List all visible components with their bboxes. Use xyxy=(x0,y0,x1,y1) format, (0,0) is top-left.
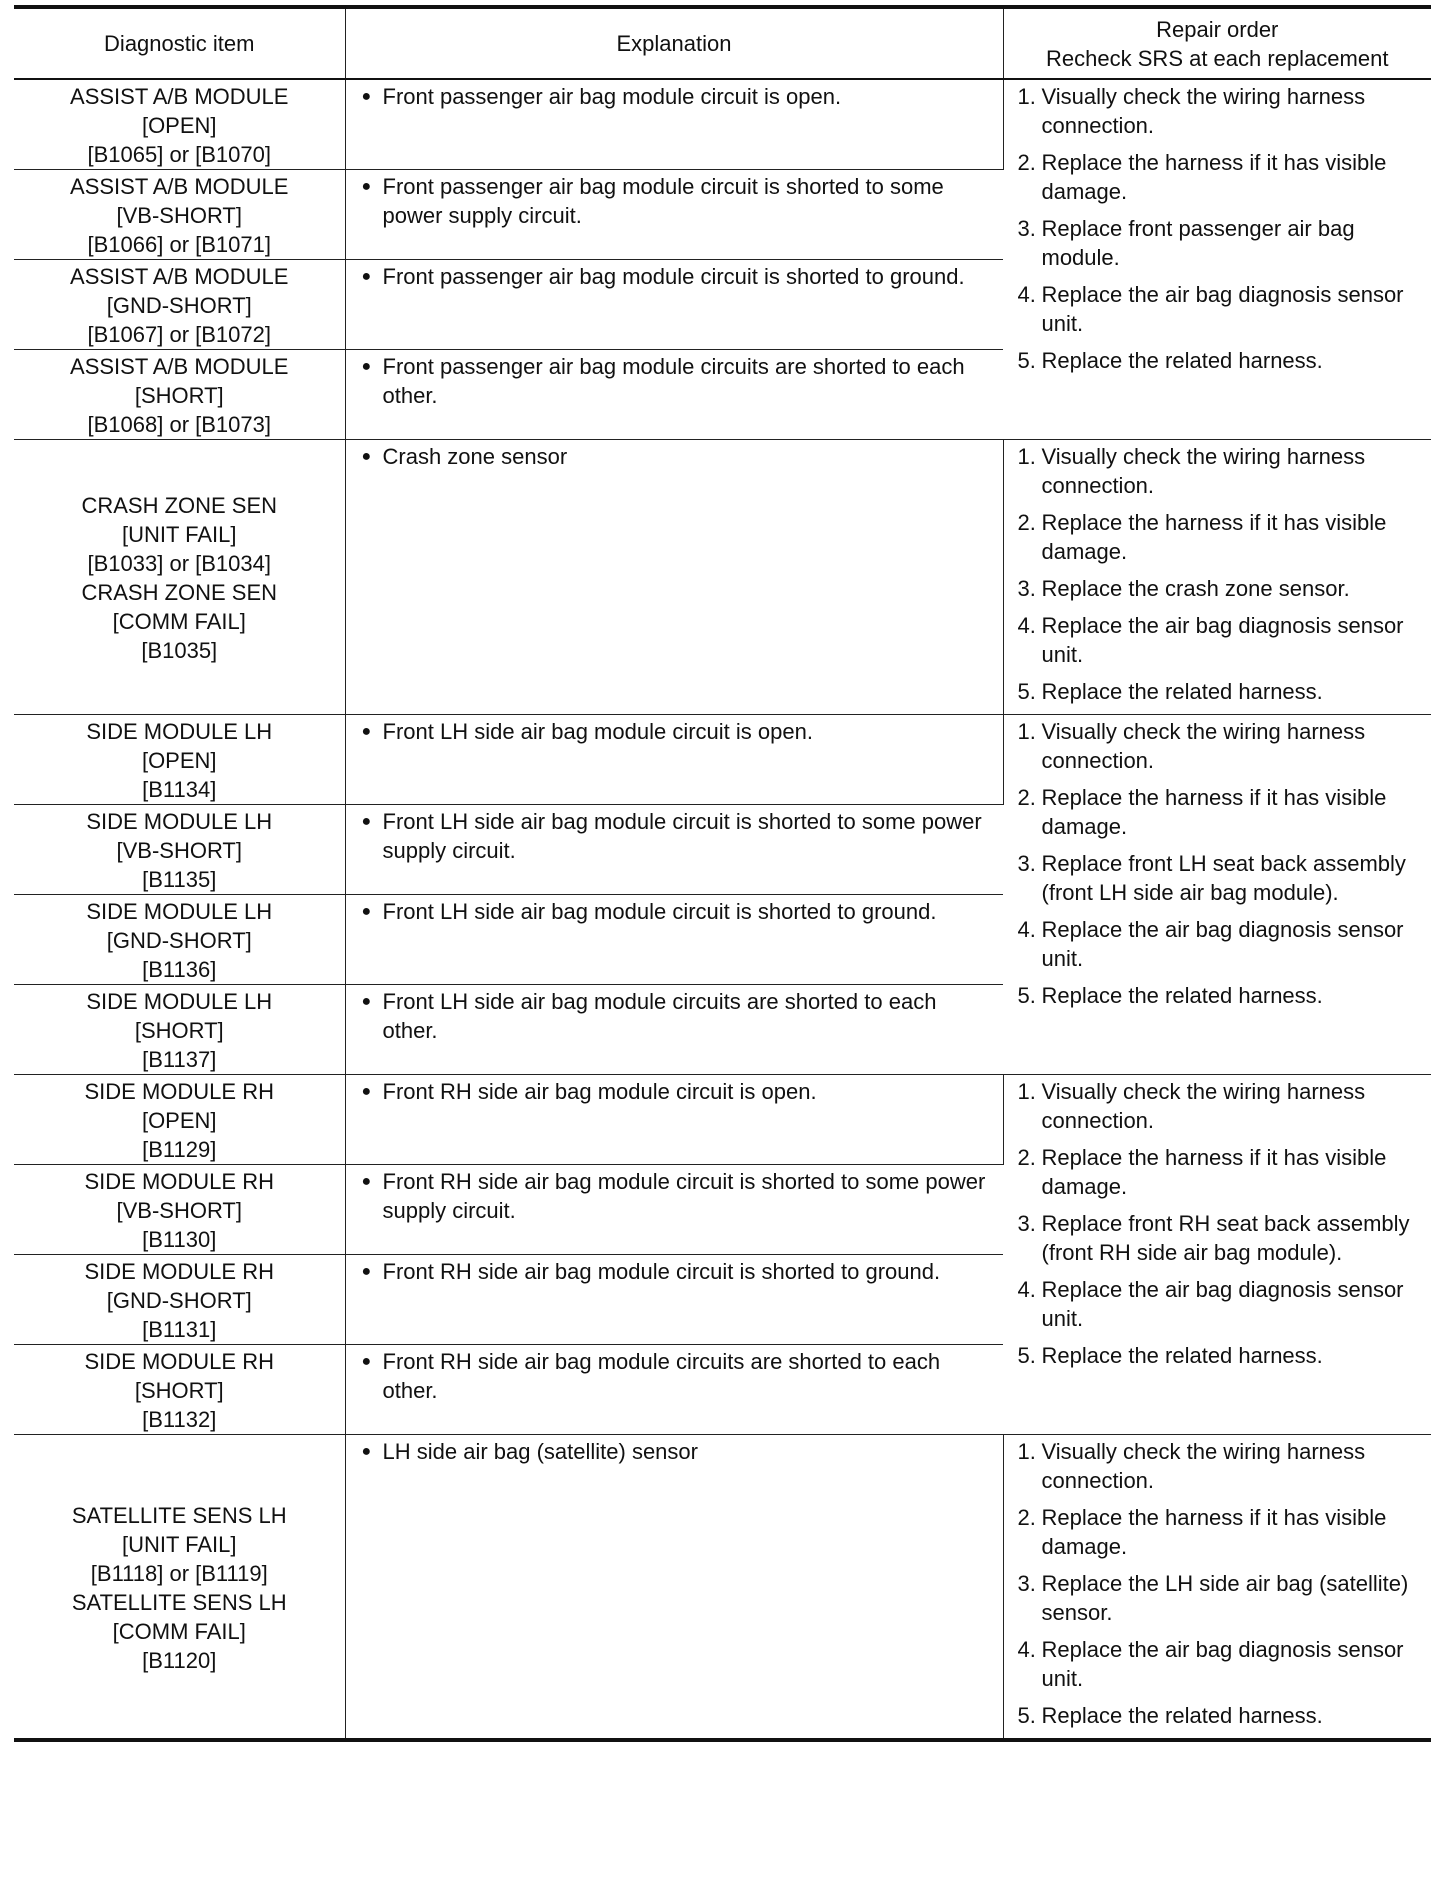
diagnostic-item xyxy=(14,170,345,259)
repair-step-text: Replace the air bag diagnosis sensor unit. xyxy=(1041,1277,1404,1331)
diagnostic-item-line: [B1137] xyxy=(142,1047,217,1072)
repair-step-number: 5. xyxy=(1017,679,1036,704)
repair-order-cell xyxy=(1003,1435,1431,1741)
repair-step xyxy=(1018,574,1422,603)
diagnostic-item-line: [OPEN] xyxy=(141,113,217,138)
bullet-dot-icon: ● xyxy=(361,903,372,920)
diagnostic-item-line: SIDE MODULE LH xyxy=(86,989,273,1014)
repair-step-text: Replace the LH side air bag (satellite) sensor. xyxy=(1041,1571,1409,1625)
explanation-cell xyxy=(345,805,1003,895)
explanation-text: Front passenger air bag module circuit is shorted to some power supply circuit. xyxy=(382,174,944,228)
diagnostic-item xyxy=(14,1255,345,1344)
repair-step xyxy=(1018,783,1422,841)
explanation-cell xyxy=(345,79,1003,170)
explanation-cell xyxy=(345,985,1003,1075)
diagnostic-item xyxy=(14,80,345,169)
diagnostic-item xyxy=(14,715,345,804)
explanation-text: Front RH side air bag module circuit is shorted to some power supply circuit. xyxy=(382,1169,986,1223)
repair-step xyxy=(1018,1077,1422,1135)
diagnostic-item-line: [SHORT] xyxy=(134,1018,224,1043)
diagnostic-item-line: [OPEN] xyxy=(141,1108,217,1133)
explanation-text: Front passenger air bag module circuit is shorted to ground. xyxy=(382,264,965,289)
diagnostic-item-line: [SHORT] xyxy=(134,1378,224,1403)
table-row xyxy=(14,1075,1431,1165)
repair-step xyxy=(1018,214,1422,272)
explanation-text: Front RH side air bag module circuit is shorted to ground. xyxy=(382,1259,941,1284)
explanation-text: Front LH side air bag module circuit is shorted to ground. xyxy=(382,899,937,924)
repair-steps xyxy=(1004,80,1432,375)
explanation-bullet xyxy=(346,170,1004,230)
repair-step-number: 1. xyxy=(1017,719,1036,744)
repair-step-number: 3. xyxy=(1017,851,1036,876)
diagnostic-item-line: [B1134] xyxy=(142,777,217,802)
diagnostic-item-line: [B1065] or [B1070] xyxy=(87,142,271,167)
explanation-bullet xyxy=(346,80,1003,111)
diagnostic-item-line: [B1118] or [B1119] xyxy=(90,1560,268,1586)
diagnostic-item-line: [B1035] xyxy=(141,638,218,663)
diagnostic-item xyxy=(14,350,345,439)
explanation-bullet xyxy=(346,985,1004,1045)
repair-step-text: Visually check the wiring harness connection. xyxy=(1041,84,1366,138)
table-row xyxy=(14,1435,1431,1741)
diagnostic-item-line: SIDE MODULE RH xyxy=(84,1259,274,1284)
diagnostic-item-line: [GND-SHORT] xyxy=(106,928,252,953)
diagnostic-item-line: SATELLITE SENS LH xyxy=(71,1589,287,1615)
repair-step-text: Visually check the wiring harness connection. xyxy=(1041,719,1366,773)
repair-step-number: 2. xyxy=(1017,150,1036,175)
repair-step-number: 4. xyxy=(1017,917,1036,942)
header-repair-line1: Repair order xyxy=(1156,16,1279,42)
diagnostic-item-cell xyxy=(14,260,345,350)
explanation-text: Front LH side air bag module circuits are shorted to each other. xyxy=(382,989,937,1043)
explanation-bullet xyxy=(346,805,1004,865)
repair-step xyxy=(1018,677,1422,706)
diagnostic-item xyxy=(14,1345,345,1434)
explanation-cell xyxy=(345,1165,1003,1255)
repair-step-text: Replace the crash zone sensor. xyxy=(1041,576,1350,601)
repair-step-text: Replace the related harness. xyxy=(1041,1343,1323,1368)
diagnostic-item-line: [B1068] or [B1073] xyxy=(87,412,271,437)
diagnostic-item-line: [B1120] xyxy=(142,1647,217,1673)
repair-step-text: Replace front passenger air bag module. xyxy=(1041,216,1355,270)
header-repair-order xyxy=(1003,7,1431,79)
repair-step xyxy=(1018,1437,1422,1495)
diagnostic-item-line: [B1033] or [B1034] xyxy=(87,551,271,576)
bullet-dot-icon: ● xyxy=(361,1083,372,1100)
diagnostic-item-cell xyxy=(14,79,345,170)
bullet-dot-icon: ● xyxy=(361,723,372,740)
repair-step xyxy=(1018,1701,1422,1730)
explanation-bullet xyxy=(346,1435,1003,1466)
diagnostic-item-line: [VB-SHORT] xyxy=(116,203,242,228)
repair-step-number: 4. xyxy=(1017,613,1036,638)
repair-step xyxy=(1018,1569,1422,1627)
repair-step-text: Visually check the wiring harness connection. xyxy=(1041,444,1366,498)
repair-step xyxy=(1018,508,1422,566)
explanation-bullet xyxy=(346,1255,1004,1286)
repair-order-cell xyxy=(1003,440,1431,715)
header-diagnostic-item xyxy=(14,7,345,79)
diagnostic-item-line: ASSIST A/B MODULE xyxy=(70,354,289,379)
repair-step-number: 4. xyxy=(1017,1277,1036,1302)
repair-step xyxy=(1018,346,1422,375)
diagnostic-item-line: [UNIT FAIL] xyxy=(121,522,237,547)
repair-step-number: 4. xyxy=(1017,1637,1036,1662)
repair-step-number: 3. xyxy=(1017,216,1036,241)
diagnostic-item xyxy=(14,260,345,349)
diagnostic-item-line: [OPEN] xyxy=(141,748,217,773)
table-body xyxy=(14,79,1431,1740)
repair-step-number: 2. xyxy=(1017,1145,1036,1170)
diagnostic-item-line: ASSIST A/B MODULE xyxy=(70,264,289,289)
repair-step-text: Replace the related harness. xyxy=(1041,1703,1323,1728)
diagnostic-item-cell xyxy=(14,1165,345,1255)
repair-step xyxy=(1018,82,1422,140)
explanation-cell xyxy=(345,1255,1003,1345)
repair-step-text: Replace the air bag diagnosis sensor unit. xyxy=(1041,613,1404,667)
repair-step xyxy=(1018,1503,1422,1561)
diagnostic-item-line: SIDE MODULE RH xyxy=(84,1079,274,1104)
repair-step xyxy=(1018,1341,1422,1370)
diagnostic-item-cell xyxy=(14,1075,345,1165)
bullet-dot-icon: ● xyxy=(361,993,372,1010)
diagnostic-item-line: SIDE MODULE RH xyxy=(84,1349,274,1374)
diagnostic-item-line: SIDE MODULE LH xyxy=(86,719,273,744)
repair-step-text: Visually check the wiring harness connection. xyxy=(1041,1079,1366,1133)
explanation-bullet xyxy=(346,350,1004,410)
bullet-dot-icon: ● xyxy=(361,268,372,285)
repair-step-number: 2. xyxy=(1017,785,1036,810)
repair-step-number: 2. xyxy=(1017,510,1036,535)
repair-step-text: Replace the related harness. xyxy=(1041,348,1323,373)
repair-step-number: 5. xyxy=(1017,348,1036,373)
header-item-text: Diagnostic item xyxy=(104,31,255,56)
explanation-cell xyxy=(345,260,1003,350)
repair-step xyxy=(1018,1635,1422,1693)
explanation-bullet xyxy=(346,1075,1003,1106)
explanation-cell xyxy=(345,1075,1003,1165)
repair-step-number: 1. xyxy=(1017,84,1036,109)
diagnostic-item-line: [COMM FAIL] xyxy=(112,609,246,634)
repair-step-number: 2. xyxy=(1017,1505,1036,1530)
explanation-text: Front RH side air bag module circuits are shorted to each other. xyxy=(382,1349,941,1403)
explanation-text: Front passenger air bag module circuits are shorted to each other. xyxy=(382,354,965,408)
explanation-text: Front passenger air bag module circuit is open. xyxy=(382,84,842,109)
explanation-bullet xyxy=(346,1165,1004,1225)
diagnostic-item-line: ASSIST A/B MODULE xyxy=(70,84,289,109)
explanation-cell xyxy=(345,170,1003,260)
repair-step xyxy=(1018,611,1422,669)
diagnostic-item-line: [GND-SHORT] xyxy=(106,293,252,318)
diagnostic-item xyxy=(14,489,345,665)
explanation-text: Front LH side air bag module circuit is open. xyxy=(382,719,813,744)
bullet-dot-icon: ● xyxy=(361,1263,372,1280)
repair-step-number: 3. xyxy=(1017,576,1036,601)
repair-step-text: Replace the related harness. xyxy=(1041,679,1323,704)
repair-step xyxy=(1018,1209,1422,1267)
explanation-bullet xyxy=(346,895,1004,926)
diagnostic-item xyxy=(14,805,345,894)
diagnostic-item-line: SIDE MODULE RH xyxy=(84,1169,274,1194)
repair-steps xyxy=(1004,440,1432,706)
diagnostic-item-line: [SHORT] xyxy=(134,383,224,408)
repair-step-number: 1. xyxy=(1017,444,1036,469)
repair-step xyxy=(1018,280,1422,338)
repair-step-text: Visually check the wiring harness connection. xyxy=(1041,1439,1366,1493)
diagnostic-item-cell xyxy=(14,350,345,440)
diagnostic-item-line: CRASH ZONE SEN xyxy=(81,493,278,518)
explanation-cell xyxy=(345,895,1003,985)
explanation-cell xyxy=(345,440,1003,715)
repair-step xyxy=(1018,981,1422,1010)
repair-step-number: 3. xyxy=(1017,1571,1036,1596)
repair-step xyxy=(1018,442,1422,500)
diagnostic-item-line: [B1066] or [B1071] xyxy=(87,232,271,257)
repair-step-text: Replace the harness if it has visible damage. xyxy=(1041,1145,1387,1199)
explanation-cell xyxy=(345,350,1003,440)
table-row xyxy=(14,440,1431,715)
diagnostic-item-cell xyxy=(14,1345,345,1435)
repair-step-number: 3. xyxy=(1017,1211,1036,1236)
diagnostic-item-line: [GND-SHORT] xyxy=(106,1288,252,1313)
bullet-dot-icon: ● xyxy=(361,1443,372,1460)
bullet-dot-icon: ● xyxy=(361,178,372,195)
diagnostic-item-line: SIDE MODULE LH xyxy=(86,899,273,924)
table-header xyxy=(14,7,1431,79)
explanation-text: LH side air bag (satellite) sensor xyxy=(382,1439,698,1464)
repair-step-text: Replace the harness if it has visible damage. xyxy=(1041,150,1387,204)
diagnostic-item-cell xyxy=(14,715,345,805)
diagnostic-item xyxy=(14,1165,345,1254)
repair-steps xyxy=(1004,1435,1432,1730)
repair-step-text: Replace the air bag diagnosis sensor unit. xyxy=(1041,917,1404,971)
bullet-dot-icon: ● xyxy=(361,88,372,105)
repair-order-cell xyxy=(1003,715,1431,1075)
bullet-dot-icon: ● xyxy=(361,1353,372,1370)
diagnostic-item-line: SIDE MODULE LH xyxy=(86,809,273,834)
diagnostic-table xyxy=(14,5,1431,1742)
repair-order-cell xyxy=(1003,1075,1431,1435)
repair-step-text: Replace the air bag diagnosis sensor unit. xyxy=(1041,282,1404,336)
diagnostic-item-cell xyxy=(14,805,345,895)
explanation-cell xyxy=(345,715,1003,805)
diagnostic-item-line: [B1067] or [B1072] xyxy=(87,322,271,347)
diagnostic-item-line: ASSIST A/B MODULE xyxy=(70,174,289,199)
diagnostic-item xyxy=(14,1499,345,1675)
explanation-cell xyxy=(345,1435,1003,1741)
bullet-dot-icon: ● xyxy=(361,813,372,830)
diagnostic-item-cell xyxy=(14,1435,345,1741)
repair-step-text: Replace the air bag diagnosis sensor unit. xyxy=(1041,1637,1404,1691)
diagnostic-item-line: [B1129] xyxy=(142,1137,217,1162)
diagnostic-item-line: CRASH ZONE SEN xyxy=(81,580,278,605)
diagnostic-item-line: [VB-SHORT] xyxy=(116,1198,242,1223)
bullet-dot-icon: ● xyxy=(361,448,372,465)
explanation-bullet xyxy=(346,440,1003,471)
explanation-bullet xyxy=(346,1345,1004,1405)
explanation-text: Crash zone sensor xyxy=(382,444,568,469)
explanation-text: Front RH side air bag module circuit is open. xyxy=(382,1079,817,1104)
repair-step-text: Replace front LH seat back assembly (front LH side air bag module). xyxy=(1041,851,1406,905)
repair-step-text: Replace the harness if it has visible damage. xyxy=(1041,785,1387,839)
repair-step-text: Replace the harness if it has visible damage. xyxy=(1041,1505,1387,1559)
repair-step-number: 5. xyxy=(1017,1703,1036,1728)
repair-step-number: 5. xyxy=(1017,1343,1036,1368)
repair-step-number: 1. xyxy=(1017,1439,1036,1464)
diagnostic-item-line: [B1135] xyxy=(142,867,217,892)
repair-step xyxy=(1018,915,1422,973)
diagnostic-item xyxy=(14,895,345,984)
explanation-cell xyxy=(345,1345,1003,1435)
explanation-bullet xyxy=(346,260,1004,291)
table-row xyxy=(14,715,1431,805)
repair-step-text: Replace front RH seat back assembly (front RH side air bag module). xyxy=(1041,1211,1410,1265)
header-explanation-text: Explanation xyxy=(616,31,732,56)
repair-step xyxy=(1018,1143,1422,1201)
repair-step-text: Replace the related harness. xyxy=(1041,983,1323,1008)
repair-steps xyxy=(1004,1075,1432,1370)
diagnostic-item-line: [B1131] xyxy=(142,1317,217,1342)
repair-steps xyxy=(1004,715,1432,1010)
diagnostic-item-cell xyxy=(14,440,345,715)
diagnostic-item xyxy=(14,1075,345,1164)
explanation-text: Front LH side air bag module circuit is shorted to some power supply circuit. xyxy=(382,809,982,863)
diagnostic-item-line: [COMM FAIL] xyxy=(112,1618,246,1644)
repair-step xyxy=(1018,849,1422,907)
repair-step xyxy=(1018,1275,1422,1333)
diagnostic-item-cell xyxy=(14,985,345,1075)
repair-step-number: 1. xyxy=(1017,1079,1036,1104)
diagnostic-item-line: SATELLITE SENS LH xyxy=(71,1502,287,1528)
repair-step-number: 4. xyxy=(1017,282,1036,307)
bullet-dot-icon: ● xyxy=(361,358,372,375)
diagnostic-item-line: [B1132] xyxy=(142,1407,217,1432)
explanation-bullet xyxy=(346,715,1003,746)
repair-step xyxy=(1018,717,1422,775)
diagnostic-item-line: [B1136] xyxy=(142,957,217,982)
diagnostic-item-cell xyxy=(14,170,345,260)
repair-order-cell xyxy=(1003,79,1431,440)
diagnostic-item-cell xyxy=(14,895,345,985)
diagnostic-item-line: [B1130] xyxy=(142,1227,217,1252)
diagnostic-item-line: [UNIT FAIL] xyxy=(121,1531,237,1557)
header-row xyxy=(14,7,1431,79)
repair-step xyxy=(1018,148,1422,206)
header-repair-line2: Recheck SRS at each replacement xyxy=(1046,45,1389,71)
repair-step-number: 5. xyxy=(1017,983,1036,1008)
diagnostic-item-cell xyxy=(14,1255,345,1345)
repair-step-text: Replace the harness if it has visible damage. xyxy=(1041,510,1387,564)
diagnostic-item-line: [VB-SHORT] xyxy=(116,838,242,863)
header-explanation xyxy=(345,7,1003,79)
table-row xyxy=(14,79,1431,170)
bullet-dot-icon: ● xyxy=(361,1173,372,1190)
diagnostic-item xyxy=(14,985,345,1074)
